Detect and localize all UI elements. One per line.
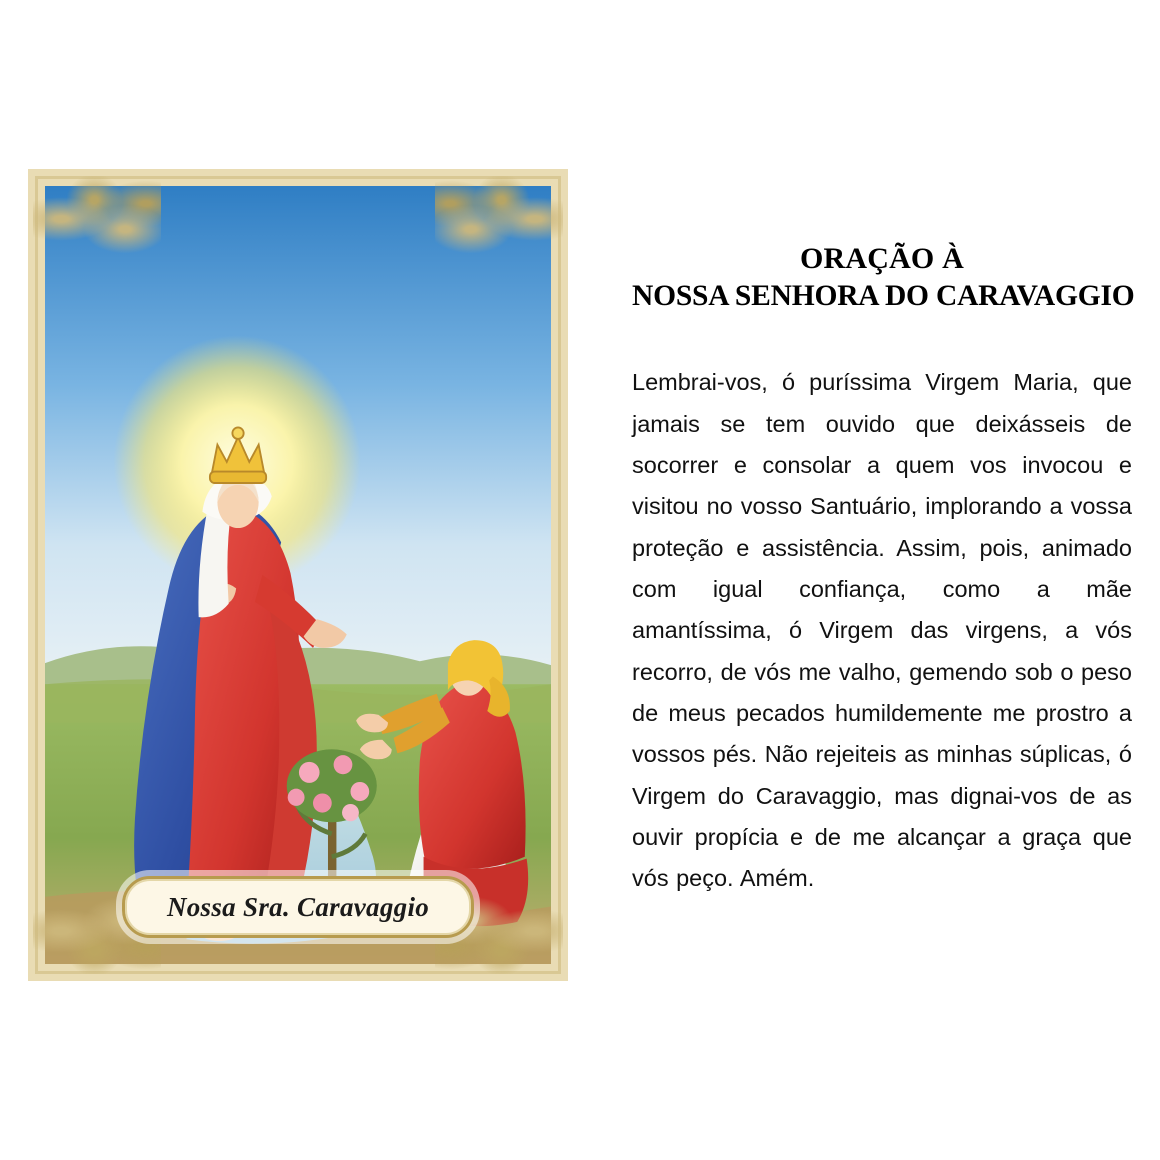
card-decorative-frame (28, 169, 568, 981)
card-caption-text: Nossa Sra. Caravaggio (166, 891, 430, 922)
prayer-body-text: Lembrai-vos, ó puríssima Virgem Maria, que jamais se tem ouvido que deixásseis de socorrer e consolar a quem vos invocou e visitou no vosso Santuário, implorando a vossa proteção e assistência. Assim, pois, animado com igual confiança, como a mãe amantíssima, ó Virgem das virgens, a vós recorro, de vós me valho, gemendo sob o peso de meus pecados humildemente me prostro a vossos pés. Não rejeiteis as minhas súplicas, ó Virgem do Caravaggio, mas dignai-vos de as ouvir propícia e de me alcançar a graça que vós peço. Amém. (632, 369, 1132, 892)
apparition-illustration (45, 186, 551, 964)
prayer-title-line-1: ORAÇÃO À (799, 242, 965, 275)
prayer-title-line-2: NOSSA SENHORA DO CARAVAGGIO (632, 280, 1135, 313)
apparition-artwork-icon (45, 186, 551, 964)
prayer-title (632, 240, 1135, 316)
card-caption-plate (122, 876, 474, 938)
holy-card (14, 143, 582, 1009)
prayer-section (632, 240, 1135, 900)
